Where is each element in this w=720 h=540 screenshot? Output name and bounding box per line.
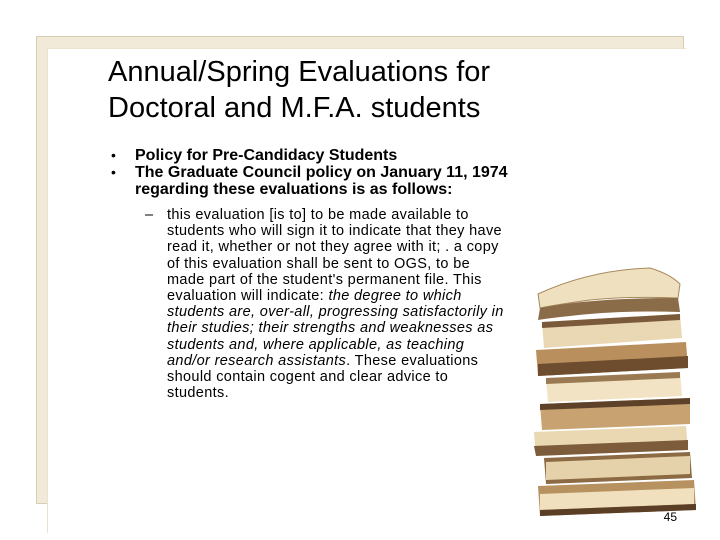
slide-title	[108, 54, 628, 126]
title-line-1: Annual/Spring Evaluations for	[108, 56, 491, 88]
sub-bullet-dash: –	[145, 207, 154, 223]
bullet-dot-icon: •	[111, 164, 116, 180]
bullet-list	[108, 147, 528, 198]
stack-of-books-image	[530, 264, 698, 520]
sub-bullet	[145, 207, 505, 401]
title-line-2: Doctoral and M.F.A. students	[108, 92, 481, 124]
sub-text-italic: the degree to which students are, over-all, progressing satisfactorily in their studies; their strengths and weaknesses as students and, where applicable, as teaching and/or research assistants	[167, 288, 504, 369]
bullet-text: The Graduate Council policy on January 11, 1974 regarding these evaluations is as follows:	[135, 164, 508, 198]
bullet-item	[108, 147, 528, 164]
page-number: 45	[663, 510, 677, 524]
bullet-item	[108, 164, 528, 198]
bullet-dot-icon: •	[111, 147, 116, 163]
sub-bullet-text	[167, 207, 505, 401]
sub-text-after: . These evaluations should contain cogent and clear advice to students.	[167, 352, 479, 402]
sub-text-before: this evaluation [is to] to be made available to students who will sign it to indicate that they have read it, whether or not they agree with it; . a copy of this evaluation shall be sent to OGS, to be made part of the student's permanent file. This evaluation will indicate:	[167, 207, 502, 305]
bullet-text: Policy for Pre-Candidacy Students	[135, 147, 398, 164]
